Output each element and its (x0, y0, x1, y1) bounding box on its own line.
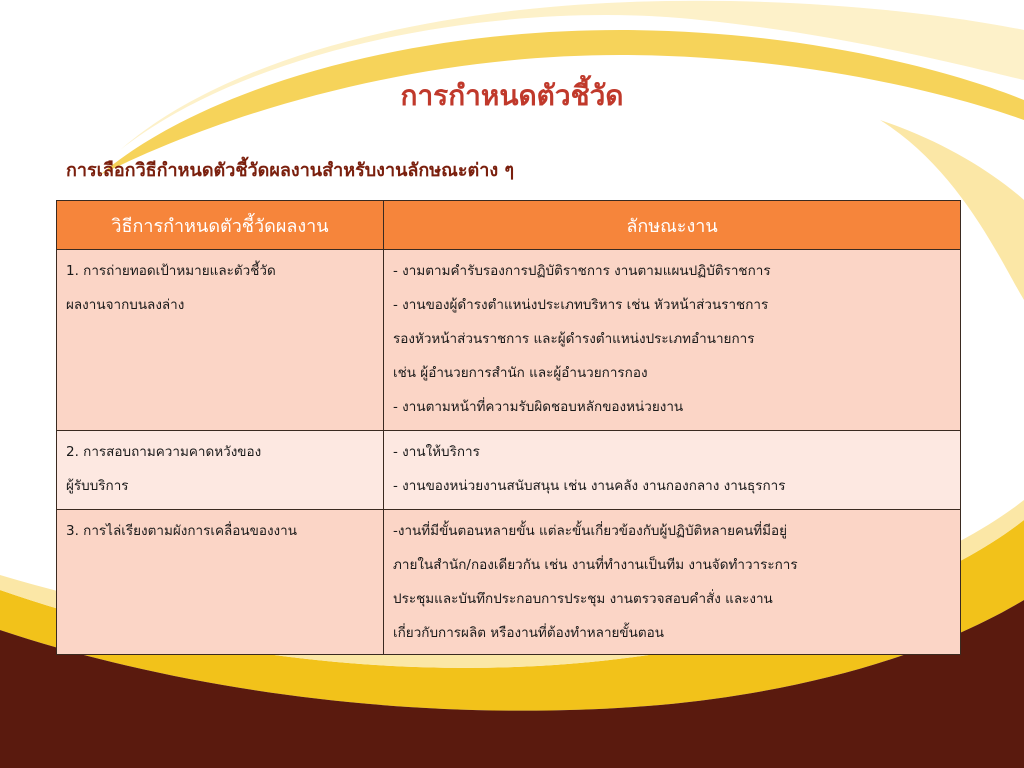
table-row (57, 431, 961, 510)
nature-line: - งานตามหน้าที่ความรับผิดชอบหลักของหน่วยงาน (393, 399, 684, 415)
nature-line: เช่น ผู้อำนวยการสำนัก และผู้อำนวยการกอง (393, 365, 648, 381)
work-nature-cell (384, 250, 961, 431)
slide-subtitle: การเลือกวิธีกำหนดตัวชี้วัดผลงานสำหรับงานลักษณะต่าง ๆ (66, 160, 515, 181)
nature-line: - งามตามคำรับรองการปฏิบัติราชการ งานตามแผนปฏิบัติราชการ (393, 263, 771, 279)
header-method: วิธีการกำหนดตัวชี้วัดผลงาน (57, 201, 384, 250)
nature-line: - งานของหน่วยงานสนับสนุน เช่น งานคลัง งานกองกลาง งานธุรการ (393, 478, 786, 494)
method-line: ผู้รับบริการ (66, 478, 129, 494)
method-cell (57, 510, 384, 655)
indicator-methods-table (56, 200, 961, 655)
nature-line: รองหัวหน้าส่วนราชการ และผู้ดำรงตำแหน่งประเภทอำนายการ (393, 331, 755, 347)
work-nature-cell (384, 510, 961, 655)
method-cell (57, 431, 384, 510)
nature-line: เกี่ยวกับการผลิต หรืองานที่ต้องทำหลายขั้นตอน (393, 625, 664, 641)
work-nature-cell (384, 431, 961, 510)
slide-title: การกำหนดตัวชี้วัด (400, 79, 624, 112)
method-line: 3. การไล่เรียงตามผังการเคลื่อนของงาน (66, 523, 297, 539)
nature-line: -งานที่มีขั้นตอนหลายขั้น แต่ละขั้นเกี่ยวข้องกับผู้ปฏิบัติหลายคนที่มีอยู่ (393, 523, 788, 539)
nature-line: - งานของผู้ดำรงตำแหน่งประเภทบริหาร เช่น หัวหน้าส่วนราชการ (393, 297, 769, 313)
method-line: 2. การสอบถามความคาดหวังของ (66, 444, 262, 460)
table-row (57, 510, 961, 655)
method-line: 1. การถ่ายทอดเป้าหมายและตัวชี้วัด (66, 263, 276, 279)
method-cell (57, 250, 384, 431)
table-row (57, 250, 961, 431)
header-work-nature: ลักษณะงาน (384, 201, 961, 250)
nature-line: ภายในสำนัก/กองเดียวกัน เช่น งานที่ทำงานเป็นทีม งานจัดทำวาระการ (393, 557, 798, 573)
table-header-row (57, 201, 961, 250)
method-line: ผลงานจากบนลงล่าง (66, 297, 185, 313)
nature-line: ประชุมและบันทึกประกอบการประชุม งานตรวจสอบคำสั่ง และงาน (393, 591, 773, 607)
nature-line: - งานให้บริการ (393, 444, 480, 460)
